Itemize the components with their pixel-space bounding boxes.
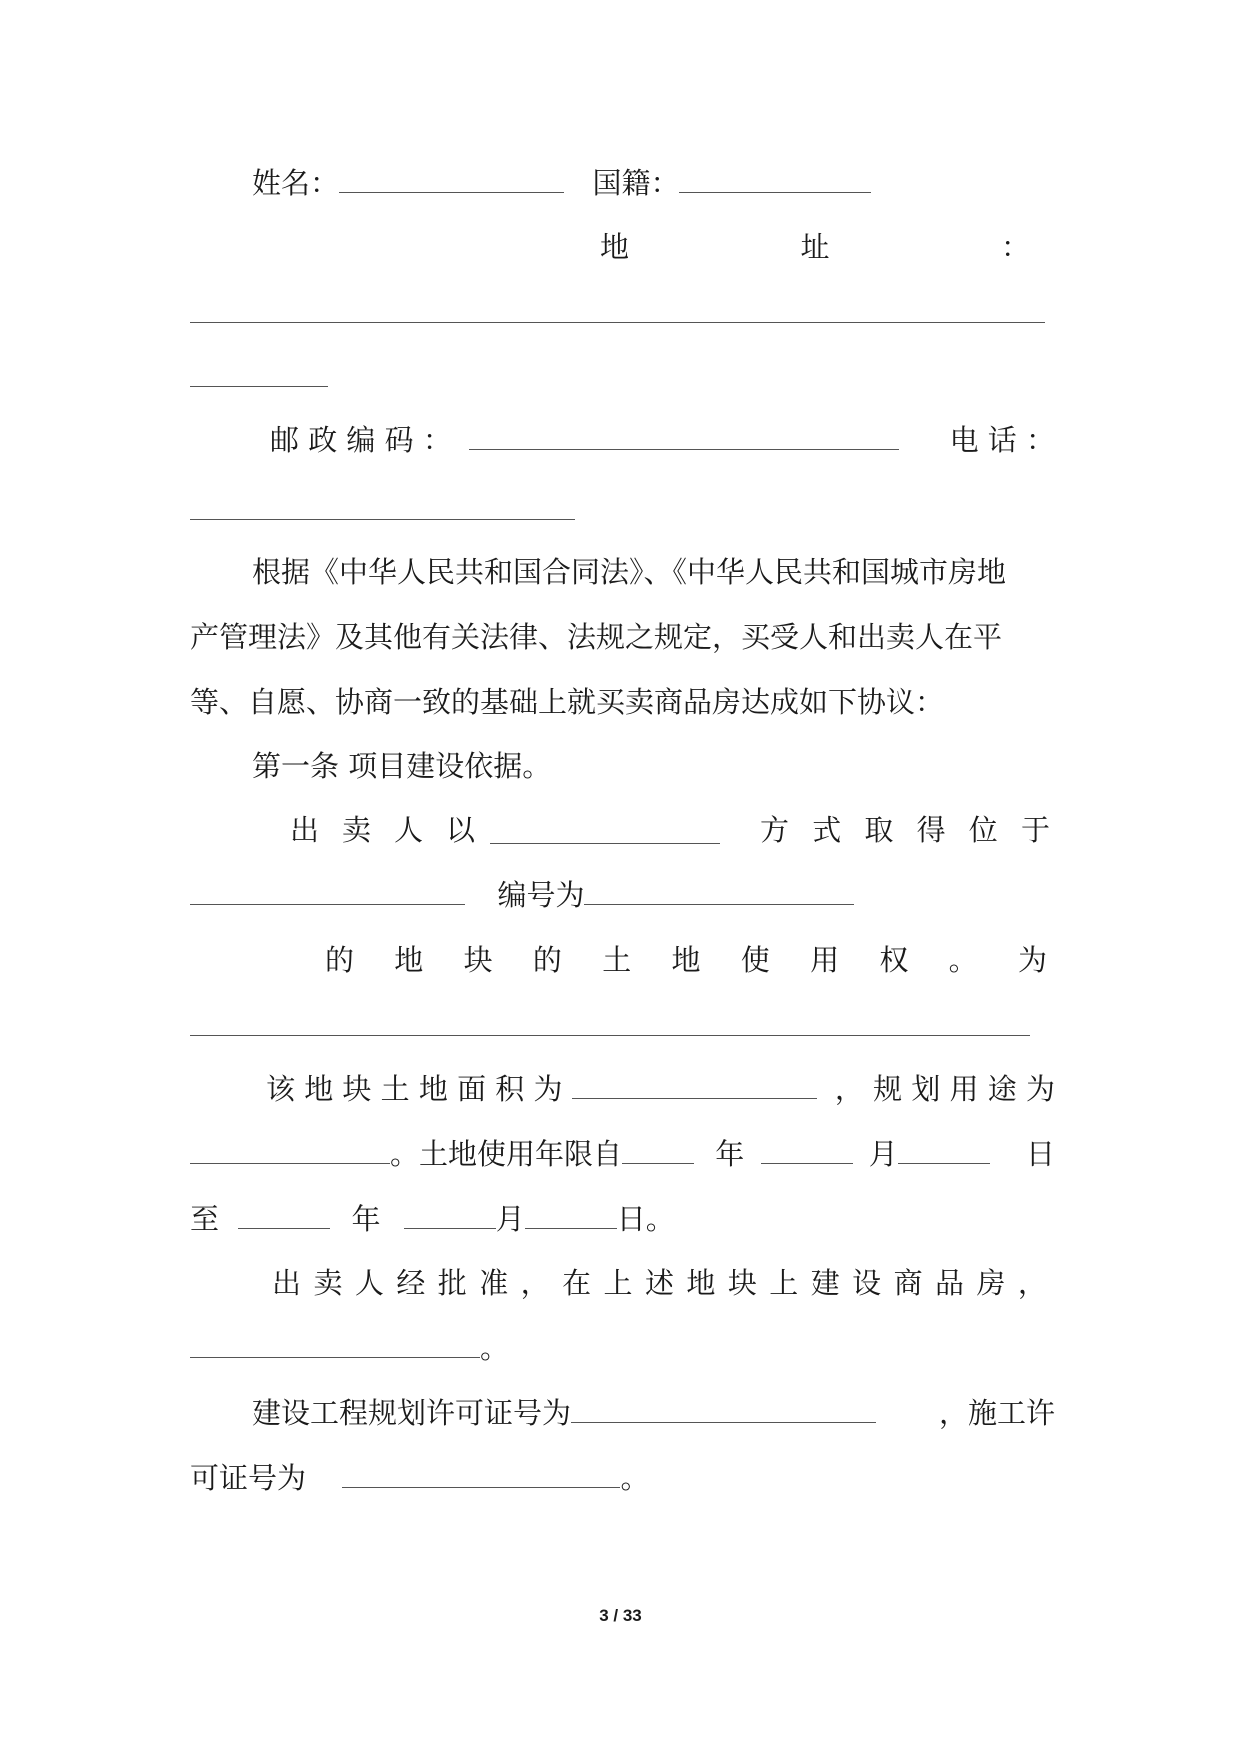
year-label: 年 [351,1202,381,1236]
nationality-blank[interactable] [679,158,871,193]
postcode-phone-line [270,415,1055,465]
period: 。 [620,1461,650,1495]
start-month-blank[interactable] [761,1129,853,1164]
approved-char: 批 [437,1266,467,1300]
seller-char: 卖 [341,813,371,847]
land-use-blank-line[interactable] [190,1035,1030,1036]
seller-char: 以 [445,813,475,847]
approved-char: 经 [396,1266,426,1300]
end-month-blank[interactable] [404,1194,496,1229]
address-label-line [600,222,1030,272]
usage-blank[interactable] [190,1129,390,1164]
approved-char: 块 [727,1266,757,1300]
seller-char: 式 [812,813,842,847]
address-colon: ： [1000,230,1030,264]
location-blank[interactable] [190,870,465,905]
land-char: 。 [948,943,978,977]
year-label: 年 [715,1137,745,1171]
project-name-line [190,1323,1055,1373]
approved-char: 上 [603,1266,633,1300]
land-char: 土 [602,943,632,977]
approved-char: 上 [769,1266,799,1300]
seller-char: 出 [290,813,320,847]
para1-line3: 等、自愿、协商一致的基础上就买卖商品房达成如下协议： [190,685,945,719]
permit-line [252,1388,1055,1438]
land-char: 的 [532,943,562,977]
location-number-line [190,870,1055,920]
approved-line [272,1258,1047,1308]
para1-line1: 根据《中华人民共和国合同法》、《中华人民共和国城市房地 [252,555,1007,589]
seller-line [290,805,1050,855]
month-label: 月 [868,1137,898,1171]
postcode-blank[interactable] [469,415,899,450]
start-day-blank[interactable] [898,1129,990,1164]
name-label: 姓名： [252,166,340,200]
land-char: 为 [1017,943,1047,977]
number-blank[interactable] [584,870,854,905]
month-label: 月 [495,1202,525,1236]
land-char: 地 [394,943,424,977]
approved-char: 在 [562,1266,592,1300]
address-blank-line-1[interactable] [190,322,1045,323]
end-year-blank[interactable] [238,1194,330,1229]
planning-permit-blank[interactable] [571,1388,876,1423]
seller-char: 位 [968,813,998,847]
nationality-label: 国籍： [592,166,680,200]
address-char: 址 [800,230,830,264]
end-date-line [190,1194,1055,1244]
article1-title: 第一条 项目建设依据。 [252,749,552,783]
permit-label2: 可证号为 [190,1461,307,1495]
construction-permit-blank[interactable] [342,1453,620,1488]
area-label: 该 地 块 土 地 面 积 为 [266,1072,563,1106]
seller-char: 取 [864,813,894,847]
seller-char: 于 [1020,813,1050,847]
name-nationality-line [252,158,952,208]
area-blank[interactable] [572,1064,817,1099]
land-use-right-line [325,935,1047,985]
approved-char: 商 [893,1266,923,1300]
approved-char: 出 [272,1266,302,1300]
land-char: 的 [325,943,355,977]
permit-label: 建设工程规划许可证号为 [252,1396,572,1430]
project-name-blank[interactable] [190,1323,480,1358]
para1-line2: 产管理法》及其他有关法律、法规之规定，买受人和出卖人在平 [190,620,1003,654]
address-char: 地 [600,230,630,264]
start-year-blank[interactable] [622,1129,694,1164]
seller-char: 人 [393,813,423,847]
approved-char: 建 [810,1266,840,1300]
land-char: 使 [740,943,770,977]
end-day-blank[interactable] [525,1194,617,1229]
acquire-method-blank[interactable] [490,809,720,844]
approved-char: ， [520,1266,550,1300]
period: 。 [480,1331,510,1365]
day-label: 日 [1025,1137,1055,1171]
land-char: 地 [671,943,701,977]
approved-char: ， [1017,1266,1047,1300]
name-blank[interactable] [339,158,564,193]
planning-label: ， 规 划 用 途 为 [834,1072,1055,1106]
seller-char: 方 [760,813,790,847]
term-label: 。土地使用年限自 [390,1137,623,1171]
address-blank-line-2[interactable] [190,386,328,387]
approved-char: 房 [976,1266,1006,1300]
postcode-label: 邮 政 编 码 ： [270,423,452,457]
permit-line2 [190,1453,1055,1503]
phone-blank-line[interactable] [190,519,575,520]
approved-char: 准 [479,1266,509,1300]
approved-char: 述 [644,1266,674,1300]
number-label: 编号为 [497,878,585,912]
usage-term-line [190,1129,1055,1179]
approved-char: 卖 [313,1266,343,1300]
land-char: 权 [879,943,909,977]
approved-char: 地 [686,1266,716,1300]
to-label: 至 [190,1202,220,1236]
approved-char: 人 [354,1266,384,1300]
permit-mid: ，施工许 [938,1396,1055,1430]
area-planning-line [266,1064,1055,1114]
end-day-label: 日。 [616,1202,675,1236]
seller-char: 得 [916,813,946,847]
approved-char: 品 [935,1266,965,1300]
approved-char: 设 [852,1266,882,1300]
land-char: 块 [463,943,493,977]
page-number: 3 / 33 [599,1606,642,1625]
phone-label: 电 话 ： [949,423,1055,457]
land-char: 用 [810,943,840,977]
